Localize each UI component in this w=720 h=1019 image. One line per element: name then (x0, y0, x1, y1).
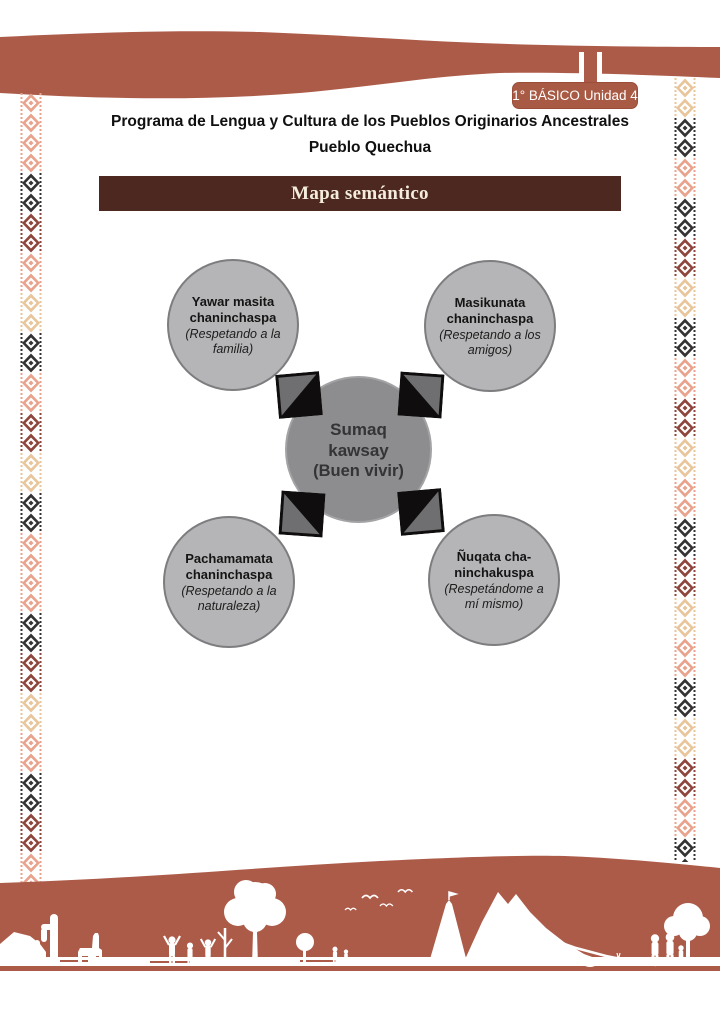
node-family (167, 259, 299, 391)
node-nature (163, 516, 295, 648)
node-family-subtitle: (Respetando a la familia) (185, 326, 281, 356)
node-family-title: Yawar masita chaninchaspa (189, 293, 277, 325)
node-center-subtitle: (Buen vivir) (313, 461, 404, 480)
arrow-southeast-icon (397, 488, 445, 536)
landscape-silhouette (0, 840, 720, 1019)
node-self-subtitle: (Respetándome a mí mismo) (444, 581, 544, 611)
andean-pattern-left-icon (20, 93, 42, 893)
node-friends (424, 260, 556, 392)
arrow-northwest-icon (275, 371, 323, 419)
node-friends-title: Masikunata chaninchaspa (446, 294, 534, 326)
node-self (428, 514, 560, 646)
title-line-1: Programa de Lengua y Cultura de los Pueblos Originarios Ancestrales (111, 113, 629, 130)
title-line-2: Pueblo Quechua (308, 139, 432, 156)
node-center-title: Sumaq kawsay (328, 419, 389, 460)
arrow-southwest-icon (279, 491, 326, 538)
arrow-northeast-icon (398, 372, 445, 419)
unit-badge (512, 82, 638, 109)
section-header (99, 176, 621, 211)
node-self-title: Ñuqata cha-ninchakuspa (454, 548, 534, 580)
node-friends-subtitle: (Respetando a los amigos) (439, 327, 541, 357)
node-nature-title: Pachamamata chaninchaspa (185, 550, 273, 582)
section-title: Mapa semántico (291, 182, 429, 204)
andean-pattern-right-icon (674, 78, 696, 862)
document-title (50, 109, 690, 161)
node-nature-subtitle: (Respetando a la naturaleza) (181, 583, 277, 613)
unit-badge-label: 1° BÁSICO Unidad 4 (512, 88, 638, 103)
